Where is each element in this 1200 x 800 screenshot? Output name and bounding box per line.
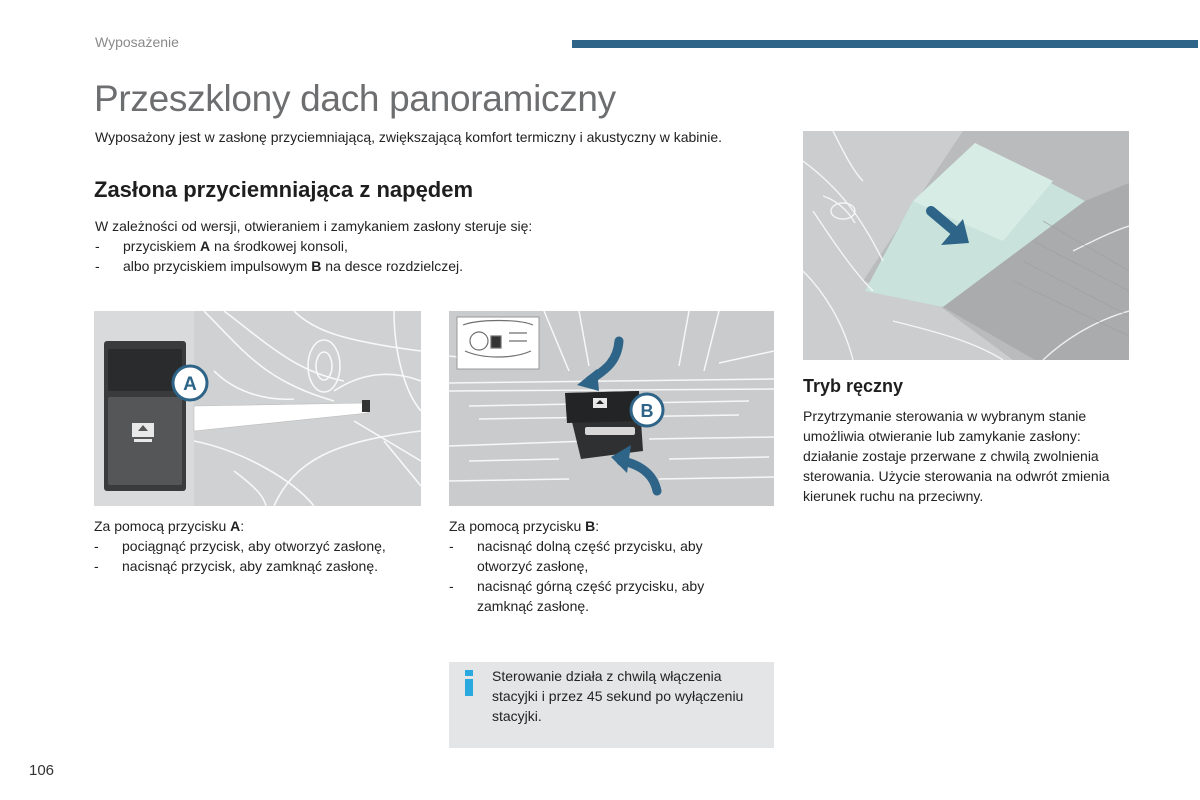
- info-text: Sterowanie działa z chwilą włączenia stacyjki i przez 45 sekund po wyłączeniu stacyjki.: [492, 668, 744, 724]
- caption-b-list: [449, 536, 749, 616]
- page-number: 106: [29, 762, 55, 779]
- badge-a: A: [183, 374, 197, 395]
- figure-panoramic-roof: [803, 131, 1129, 360]
- header-rule: [572, 40, 1198, 48]
- caption-a: Za pomocą przycisku A: - pociągnąć przycisk, aby otworzyć zasłonę, - nacisnąć przycisk, aby zamknąć zasłonę.: [94, 516, 424, 576]
- figure-dashboard-button-b: [449, 311, 774, 506]
- caption-b: Za pomocą przycisku B: - nacisnąć dolną część przycisku, aby otworzyć zasłonę, - nacisnąć górną część przycisku, aby zamknąć zasłonę.: [449, 516, 749, 616]
- control-list: [95, 236, 735, 276]
- list-item: - albo przyciskiem impulsowym B na desce rozdzielczej.: [95, 256, 735, 276]
- section-label: Wyposażenie: [95, 34, 179, 50]
- info-icon: [465, 670, 473, 696]
- list-item: - nacisnąć górną część przycisku, aby zamknąć zasłonę.: [449, 576, 749, 616]
- figure-console-button-a: [94, 311, 421, 506]
- list-item: - pociągnąć przycisk, aby otworzyć zasłonę,: [94, 536, 424, 556]
- page-title: Przeszklony dach panoramiczny: [94, 78, 616, 119]
- section-heading: Zasłona przyciemniająca z napędem: [94, 177, 474, 202]
- list-item: - nacisnąć dolną część przycisku, aby otworzyć zasłonę,: [449, 536, 749, 576]
- manual-mode-heading: Tryb ręczny: [803, 376, 904, 396]
- list-item: - przyciskiem A na środkowej konsoli,: [95, 236, 735, 256]
- section-body: [95, 216, 735, 276]
- info-box: [449, 662, 774, 748]
- badge-b: B: [640, 401, 654, 421]
- section-lead: W zależności od wersji, otwieraniem i zamykaniem zasłony steruje się:: [95, 218, 533, 234]
- list-item: - nacisnąć przycisk, aby zamknąć zasłonę.: [94, 556, 424, 576]
- caption-a-list: [94, 536, 424, 576]
- intro-paragraph: Wyposażony jest w zasłonę przyciemniającą, zwiększającą komfort termiczny i akustyczny w kabinie.: [95, 129, 722, 145]
- manual-mode-text: Przytrzymanie sterowania w wybranym stanie umożliwia otwieranie lub zamykanie zasłony: działanie zostaje przerwane z chwilą zwolnienia sterowania. Użycie sterowania na odwrót zmienia kierunek ruchu na przeciwny.: [803, 408, 1110, 504]
